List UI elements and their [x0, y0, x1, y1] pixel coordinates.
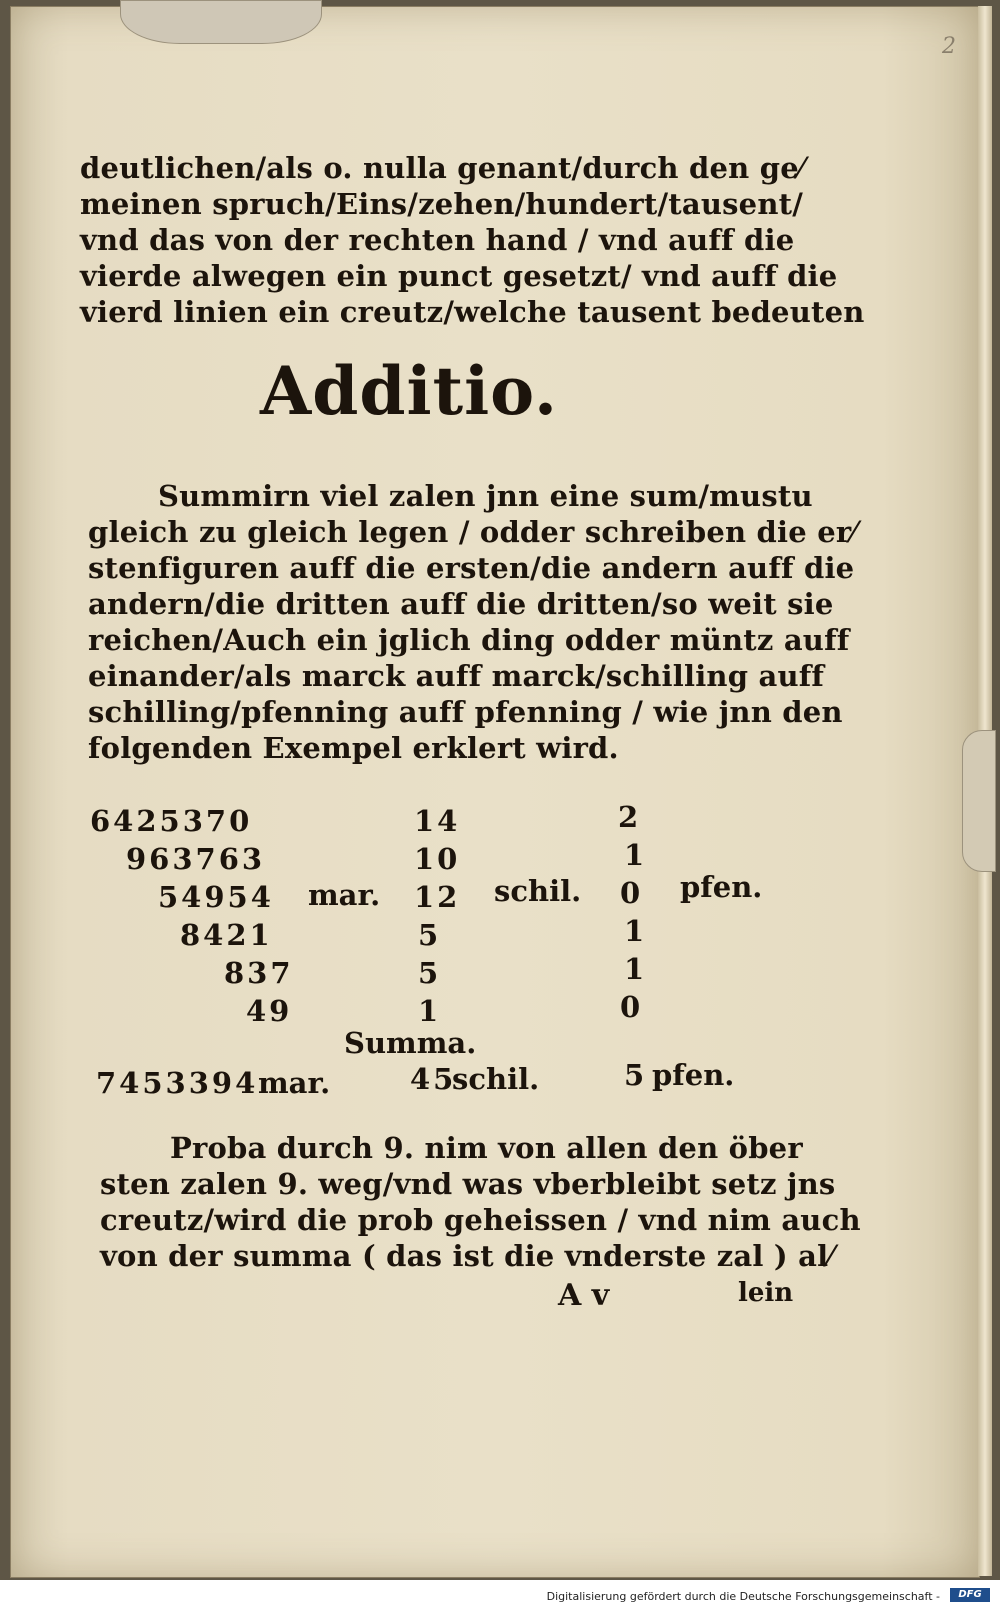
marks-value: 6425370: [90, 804, 253, 838]
text-line: einander/als marck auff marck/schilling auff: [88, 659, 825, 693]
marks-value: 963763: [126, 842, 266, 876]
intro-paragraph: [80, 150, 865, 330]
text-line: meinen spruch/Eins/zehen/hundert/tausent/: [80, 187, 803, 221]
text-line: gleich zu gleich legen / odder schreiben die er⁄: [88, 515, 857, 549]
pfennigs-value: 0: [620, 990, 644, 1024]
text-line: Proba durch 9. nim von allen den öber: [170, 1131, 803, 1165]
text-line: vnd das von der rechten hand / vnd auff die: [80, 223, 795, 257]
sum-marks: 7453394: [96, 1066, 259, 1100]
text-line: von der summa ( das ist die vnderste zal ) al⁄: [100, 1239, 834, 1273]
marks-value: 837: [224, 956, 294, 990]
shillings-value: 1: [418, 994, 442, 1028]
footer-credit: Digitalisierung gefördert durch die Deutsche Forschungsgemeinschaft -: [546, 1590, 940, 1603]
shillings-value: 14: [414, 804, 461, 838]
proof-paragraph: [100, 1130, 861, 1274]
shillings-unit: schil.: [494, 874, 582, 908]
pfennigs-value: 2: [618, 800, 642, 834]
sum-pfennigs: 5: [624, 1058, 648, 1092]
pfennigs-value: 1: [624, 952, 648, 986]
shillings-value: 5: [418, 956, 442, 990]
addition-paragraph: [88, 478, 857, 766]
pfennigs-value: 1: [624, 914, 648, 948]
marks-value: 8421: [180, 918, 273, 952]
shillings-value: 5: [418, 918, 442, 952]
text-line: reichen/Auch ein jglich ding odder müntz auff: [88, 623, 850, 657]
text-line: andern/die dritten auff die dritten/so weit sie: [88, 587, 834, 621]
catchword: lein: [738, 1278, 794, 1308]
text-line: creutz/wird die prob geheissen / vnd nim auch: [100, 1203, 861, 1237]
summa-label: Summa.: [344, 1026, 477, 1060]
sum-pfennigs-unit: pfen.: [652, 1058, 735, 1092]
text-line: Summirn viel zalen jnn eine sum/mustu: [158, 479, 813, 513]
sum-shillings: 45: [410, 1062, 457, 1096]
signature-mark: A v: [558, 1278, 610, 1313]
pfennigs-unit: pfen.: [680, 870, 763, 904]
dfg-logo: DFG: [950, 1588, 990, 1602]
marks-value: 49: [246, 994, 293, 1028]
text-line: folgenden Exempel erklert wird.: [88, 731, 619, 765]
shillings-value: 10: [414, 842, 461, 876]
section-heading: Additio.: [260, 352, 558, 430]
text-line: vierd linien ein creutz/welche tausent bedeuten: [80, 295, 865, 329]
pfennigs-value: 0: [620, 876, 644, 910]
marks-unit: mar.: [308, 878, 381, 912]
text-line: sten zalen 9. weg/vnd was vberbleibt setz jns: [100, 1167, 836, 1201]
marks-value: 54954: [158, 880, 274, 914]
text-line: vierde alwegen ein punct gesetzt/ vnd auff die: [80, 259, 838, 293]
folio-number: 2: [942, 34, 956, 59]
sum-shillings-unit: schil.: [452, 1062, 540, 1096]
pfennigs-value: 1: [624, 838, 648, 872]
shillings-value: 12: [414, 880, 461, 914]
sum-marks-unit: mar.: [258, 1066, 331, 1100]
text-line: stenfiguren auff die ersten/die andern auff die: [88, 551, 855, 585]
text-line: schilling/pfenning auff pfenning / wie jnn den: [88, 695, 843, 729]
text-line: deutlichen/als o. nulla genant/durch den ge⁄: [80, 151, 804, 185]
paper-tab-top: [120, 0, 322, 44]
paper-tab-side: [962, 730, 996, 872]
